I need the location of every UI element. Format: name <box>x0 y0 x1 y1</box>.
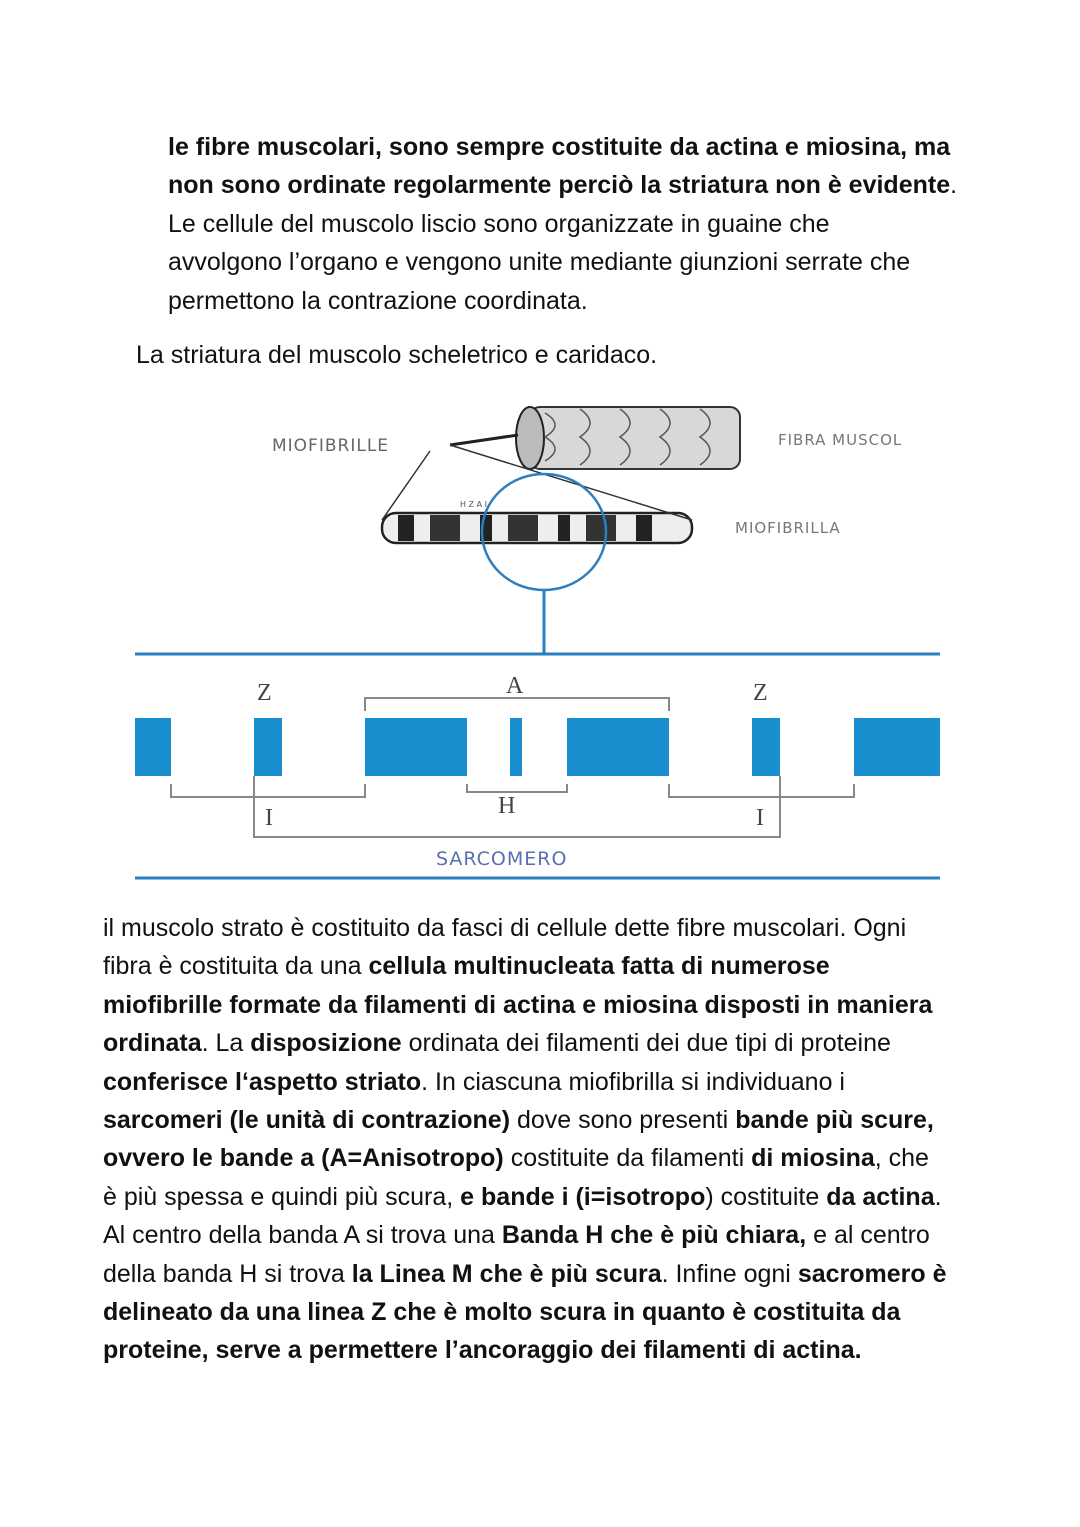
body-paragraph <box>103 909 1003 1370</box>
label-miofibrille: MIOFIBRILLE <box>272 436 390 456</box>
a-band-segment <box>365 718 467 776</box>
text-segment: è più spessa e quindi più scura, <box>103 1182 461 1211</box>
text-segment: il muscolo strato è costituito da fasci di cellule dette fibre muscolari. Ogni <box>103 914 907 942</box>
text-segment: . Infine ogni <box>661 1259 798 1288</box>
label-miofibrilla: MIOFIBRILLA <box>735 519 841 537</box>
muscle-fiber-illustration <box>450 407 740 469</box>
bold-text: Banda H che è più chiara, <box>501 1221 807 1250</box>
text-segment: permettono la contrazione coordinata. <box>168 286 588 315</box>
text-segment: della banda H si trova <box>103 1259 352 1288</box>
bold-text: ordinata <box>103 1029 202 1058</box>
svg-text:H Z A I: H Z A I <box>460 500 487 509</box>
label-z-right: Z <box>753 680 768 706</box>
bold-text: sacromero è <box>797 1259 947 1288</box>
bold-text: proteine, serve a permettere l’ancoraggio dei filamenti di actina. <box>103 1336 862 1365</box>
a-band-segment <box>567 718 669 776</box>
intro-paragraph <box>168 128 998 320</box>
text-segment: . La <box>201 1029 251 1058</box>
bold-text: delineato da una linea Z che è molto scura in quanto è costituita da <box>103 1298 901 1327</box>
label-i-left: I <box>265 805 273 831</box>
bold-text: le fibre muscolari, sono sempre costituite da actina e miosina, ma <box>168 133 951 161</box>
text-line <box>168 282 998 320</box>
text-segment: . <box>934 1182 942 1211</box>
text-line <box>103 1293 1003 1331</box>
text-line <box>103 1178 1003 1216</box>
bold-text: e bande i (i=isotropo <box>460 1182 706 1211</box>
label-i-right: I <box>756 805 764 831</box>
text-segment: e al centro <box>806 1221 930 1250</box>
text-segment: Al centro della banda A si trova una <box>103 1221 502 1250</box>
bold-text: bande più scure, <box>735 1106 934 1135</box>
text-segment: . In ciascuna miofibrilla si individuano i <box>421 1067 845 1096</box>
bold-text: da actina <box>826 1182 935 1211</box>
section-heading: La striatura del muscolo scheletrico e caridaco. <box>136 341 658 369</box>
z-line <box>254 718 282 776</box>
text-segment: . <box>950 171 958 200</box>
text-segment: dove sono presenti <box>510 1106 736 1135</box>
text-line <box>168 166 998 204</box>
text-line <box>103 1063 1003 1101</box>
bold-text: sarcomeri (le unità di contrazione) <box>103 1106 511 1135</box>
bold-text: miofibrille formate da filamenti di actina e miosina disposti in maniera <box>103 990 933 1019</box>
m-line <box>510 718 522 776</box>
text-line <box>168 128 998 166</box>
label-z-left: Z <box>257 680 272 706</box>
label-h: H <box>498 793 516 819</box>
text-line <box>103 909 1003 947</box>
label-a: A <box>506 673 524 699</box>
band-dark <box>135 718 171 776</box>
text-line <box>103 947 1003 985</box>
text-line <box>103 986 1003 1024</box>
sarcomere-schematic <box>135 654 940 878</box>
text-line <box>103 1024 1003 1062</box>
bold-text: di miosina <box>751 1144 875 1173</box>
label-sarcomero: SARCOMERO <box>436 848 568 870</box>
sarcomere-diagram <box>130 395 950 890</box>
text-line <box>168 205 998 243</box>
bold-text: ovvero le bande a (A=Anisotropo) <box>103 1144 504 1173</box>
text-segment: ordinata dei filamenti dei due tipi di proteine <box>401 1029 891 1058</box>
text-line <box>103 1331 1003 1369</box>
bold-text: disposizione <box>250 1029 402 1058</box>
text-segment: ) costituite <box>705 1182 827 1211</box>
text-segment: costituite da filamenti <box>503 1144 752 1173</box>
text-line <box>103 1101 1003 1139</box>
text-segment: , che <box>874 1144 929 1173</box>
text-segment: Le cellule del muscolo liscio sono organizzate in guaine che <box>168 209 830 238</box>
bold-text: cellula multinucleata fatta di numerose <box>368 952 830 981</box>
text-line <box>103 1139 1003 1177</box>
text-line <box>168 243 998 281</box>
label-fibra-muscol: FIBRA MUSCOL <box>778 431 903 449</box>
bold-text: non sono ordinate regolarmente perciò la striatura non è evidente <box>168 171 951 200</box>
z-line <box>752 718 780 776</box>
text-line <box>103 1255 1003 1293</box>
text-segment: fibra è costituita da una <box>103 952 369 981</box>
bold-text: conferisce l‘aspetto striato <box>103 1067 422 1096</box>
band-dark <box>854 718 940 776</box>
bold-text: la Linea M che è più scura <box>351 1259 662 1288</box>
text-segment: avvolgono l’organo e vengono unite mediante giunzioni serrate che <box>168 248 911 277</box>
text-line <box>103 1216 1003 1254</box>
myofibril-illustration <box>382 445 692 653</box>
